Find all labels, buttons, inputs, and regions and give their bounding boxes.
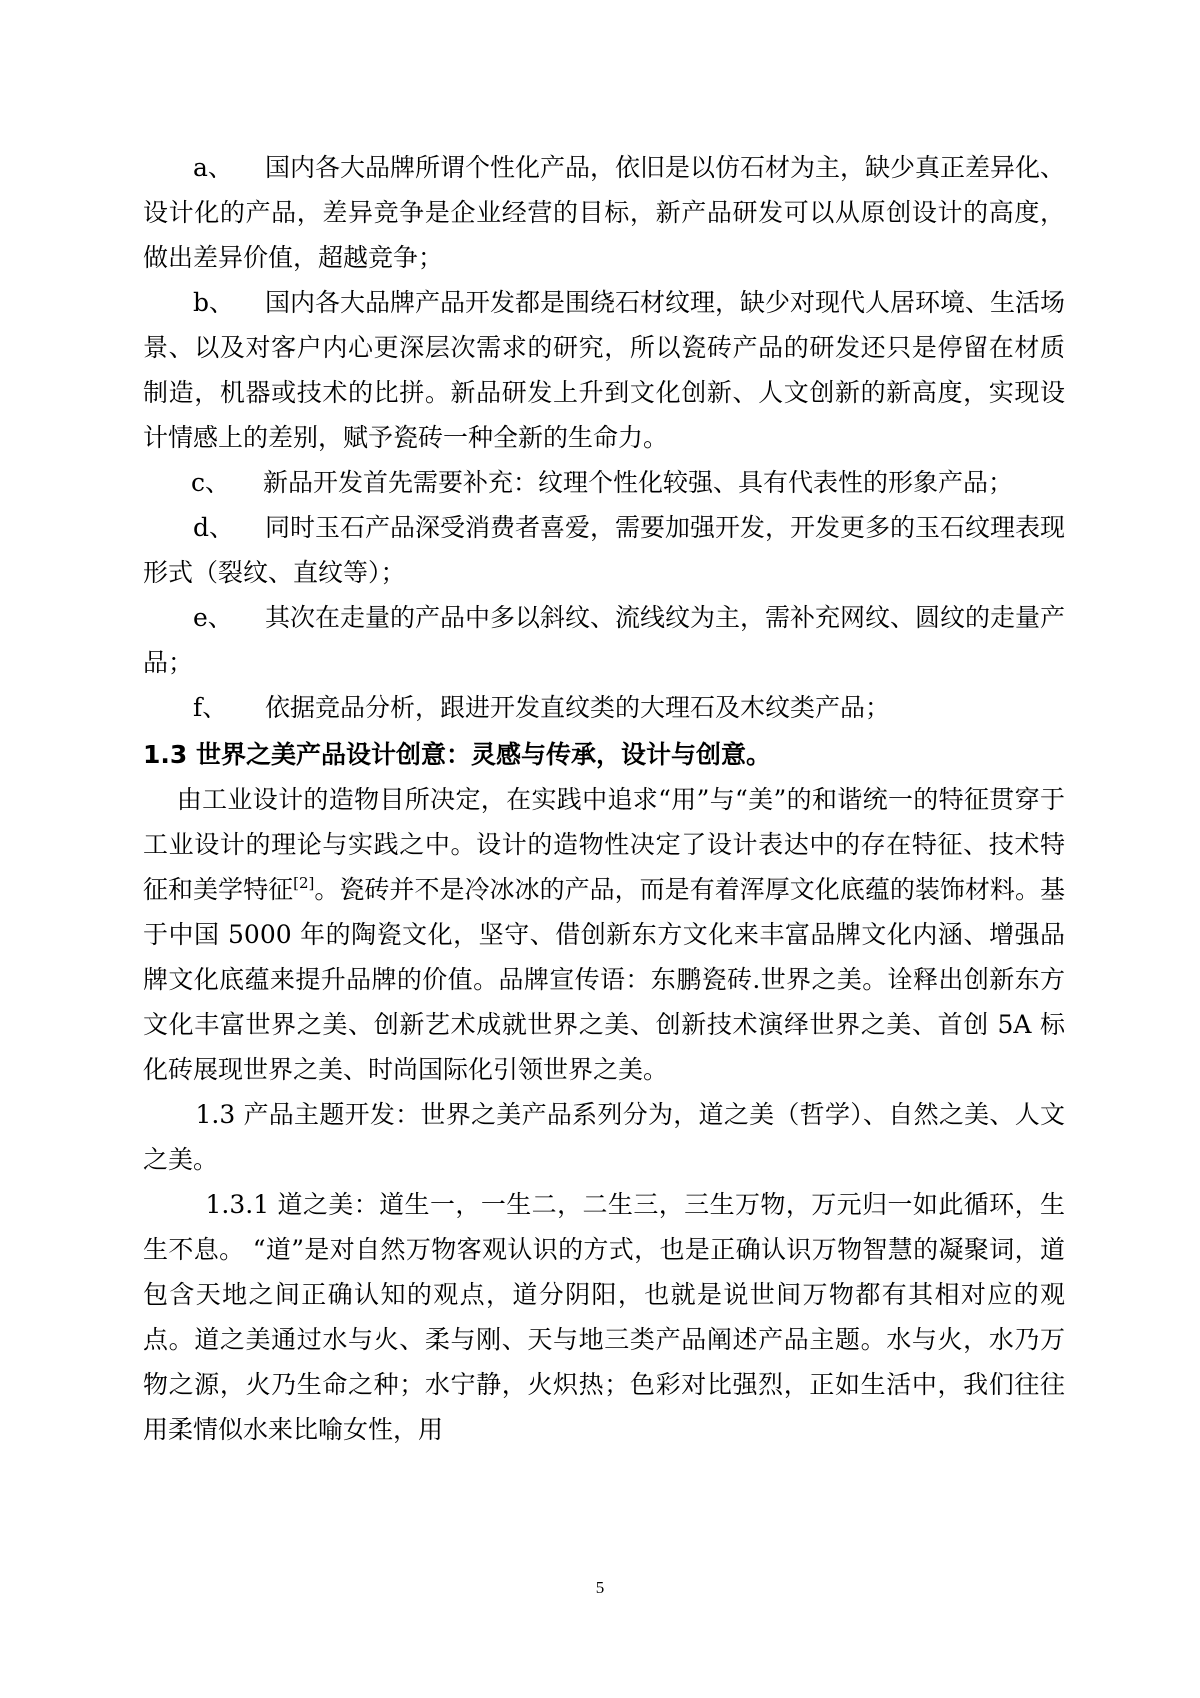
list-text-b: 国内各大品牌产品开发都是围绕石材纹理，缺少对现代人居环境、生活场景、以及对客户内心更深层次需求的研究，所以瓷砖产品的研发还只是停留在材质制造，机器或技术的比拼。新品研发上升到文化创新、人文创新的新高度，实现设计情感上的差别，赋予瓷砖一种全新的生命力。 <box>143 288 1066 452</box>
list-text-d: 同时玉石产品深受消费者喜爱，需要加强开发，开发更多的玉石纹理表现形式（裂纹、直纹等）； <box>143 513 1066 587</box>
section-heading: 1.3 世界之美产品设计创意：灵感与传承，设计与创意。 <box>143 740 771 769</box>
list-text-c: 新品开发首先需要补充：纹理个性化较强、具有代表性的形象产品； <box>263 468 1014 497</box>
list-marker-c: c、 <box>191 468 231 497</box>
list-marker-b: b、 <box>193 288 235 317</box>
list-text-f: 依据竞品分析，跟进开发直纹类的大理石及木纹类产品； <box>265 693 891 722</box>
page-number: 5 <box>595 1578 605 1597</box>
list-item-f <box>143 685 1065 730</box>
body-paragraph-3: 1.3.1 道之美：道生一，一生二，二生三，三生万物，万元归一如此循环，生生不息。 “道”是对自然万物客观认识的方式，也是正确认识万物智慧的凝聚词，道包含天地之间正确认知的观点，道分阴阳，也就是说世间万物都有其相对应的观点。道之美通过水与火、柔与刚、天与地三类产品阐述产品主题。水与火，水乃万物之源，火乃生命之种；水宁静，火炽热；色彩对比强烈，正如生活中，我们往往用柔情似水来比喻女性，用 <box>143 1190 1065 1444</box>
citation-reference: [2] <box>293 874 315 892</box>
list-text-e: 其次在走量的产品中多以斜纹、流线纹为主，需补充网纹、圆纹的走量产品； <box>143 603 1066 677</box>
list-marker-a: a、 <box>193 153 233 182</box>
list-item-e <box>143 595 1065 685</box>
list-marker-d: d、 <box>193 513 235 542</box>
page-content <box>143 145 1065 1452</box>
list-item-a <box>143 145 1065 280</box>
list-item-b <box>143 280 1065 460</box>
list-item-c <box>143 460 1065 505</box>
list-text-a: 国内各大品牌所谓个性化产品，依旧是以仿石材为主，缺少真正差异化、设计化的产品，差异竞争是企业经营的目标，新产品研发可以从原创设计的高度，做出差异价值，超越竞争； <box>143 153 1066 272</box>
paragraph-1-text: 由工业设计的造物目所决定，在实践中追求“用”与“美”的和谐统一的特征贯穿于工业设计的理论与实践之中。设计的造物性决定了设计表达中的存在特征、技术特征和美学特征 <box>143 785 1065 904</box>
body-paragraph-1 <box>143 777 1065 1092</box>
paragraph-1-text-continued: 。瓷砖并不是冷冰冰的产品，而是有着浑厚文化底蕴的装饰材料。基于中国 5000 年的陶瓷文化，坚守、借创新东方文化来丰富品牌文化内涵、增强品牌文化底蕴来提升品牌的价值。品牌宣传语：东鹏瓷砖.世界之美。诠释出创新东方文化丰富世界之美、创新艺术成就世界之美、创新技术演绎世界之美、首创 5A 标化砖展现世界之美、时尚国际化引领世界之美。 <box>143 875 1065 1084</box>
list-marker-f: f、 <box>193 693 228 722</box>
body-paragraph-2: 1.3 产品主题开发：世界之美产品系列分为，道之美（哲学）、自然之美、人文之美。 <box>143 1100 1065 1174</box>
list-marker-e: e、 <box>193 603 233 632</box>
list-item-d <box>143 505 1065 595</box>
